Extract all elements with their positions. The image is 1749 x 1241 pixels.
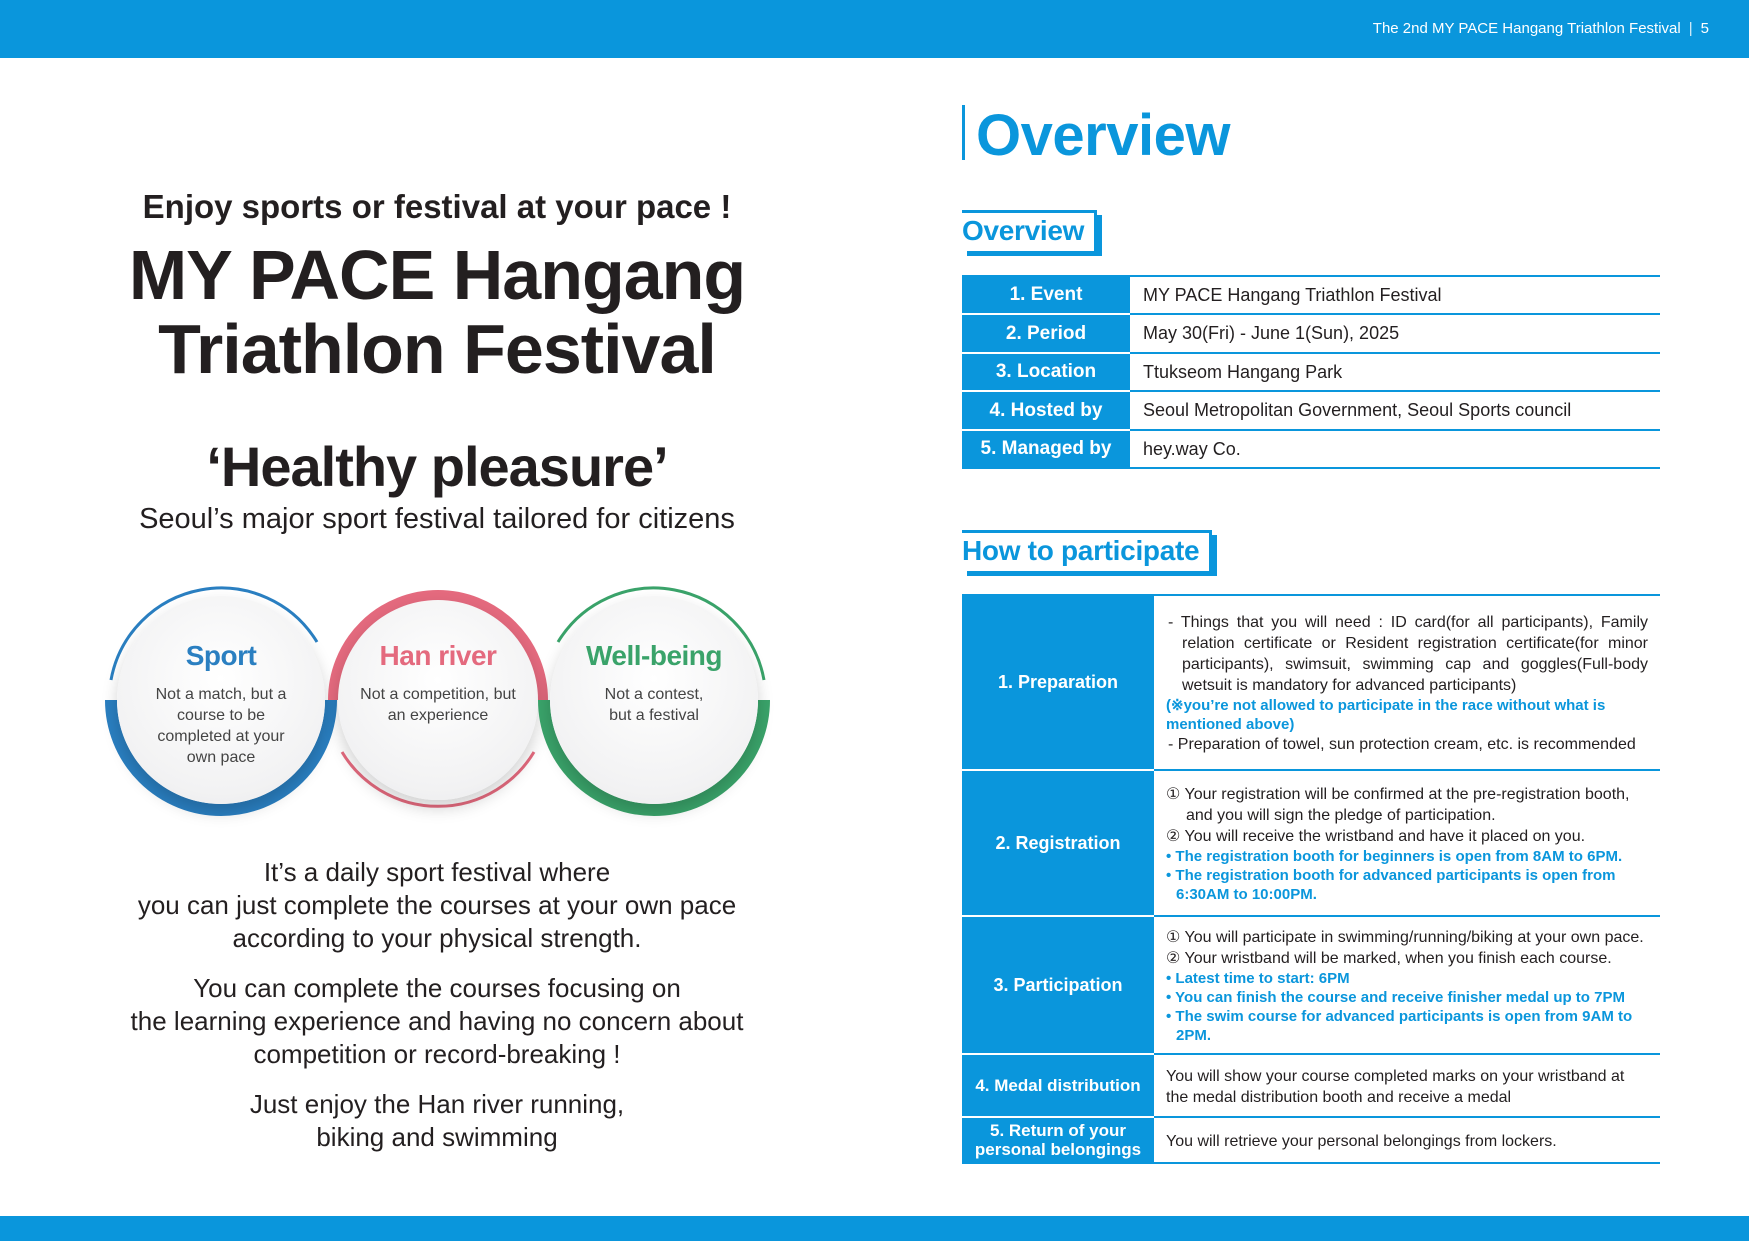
row-label: 4. Medal distribution bbox=[962, 1054, 1154, 1117]
registration-note-1: • The registration booth for beginners is open from 8AM to 6PM. bbox=[1166, 848, 1623, 865]
table-row bbox=[962, 314, 1660, 353]
table-row bbox=[962, 353, 1660, 391]
wellbeing-title: Well-being bbox=[585, 640, 723, 671]
participation-cell bbox=[1154, 916, 1660, 1054]
preparation-item-1: - Things that you will need : ID card(for all participants), Family relation certificate or Resident registration certificate(for minor participants), swimsuit, swimming cap and goggles(Full-body wetsuit is mandatory for advanced participants) bbox=[1168, 614, 1648, 694]
participation-note-3: • The swim course for advanced participants is open from 9AM to 2PM. bbox=[1166, 1008, 1633, 1044]
sport-circle bbox=[103, 582, 339, 818]
sport-title: Sport bbox=[185, 640, 257, 671]
belongings-label-line2: personal belongings bbox=[974, 1140, 1142, 1159]
row-label bbox=[962, 1117, 1154, 1163]
han-river-title: Han river bbox=[379, 640, 497, 671]
han-river-disc bbox=[338, 600, 538, 800]
registration-step-2: ② You will receive the wristband and have it placed on you. bbox=[1166, 828, 1586, 845]
main-title-line2: Triathlon Festival bbox=[158, 310, 716, 388]
row-value: Seoul Metropolitan Government, Seoul Sports council bbox=[1130, 391, 1660, 430]
header-separator: | bbox=[1688, 20, 1693, 37]
page-number: 5 bbox=[1700, 20, 1709, 37]
han-river-desc: Not a competition, but an experience bbox=[360, 686, 516, 724]
preparation-cell bbox=[1154, 595, 1660, 770]
participation-note-1: • Latest time to start: 6PM bbox=[1166, 970, 1350, 987]
right-page bbox=[874, 0, 1749, 1241]
row-label: 3. Location bbox=[962, 353, 1130, 391]
description bbox=[0, 856, 874, 1171]
slogan: ‘Healthy pleasure’ bbox=[206, 435, 668, 498]
participate-table bbox=[962, 594, 1660, 1164]
medal-text: You will show your course completed marks on your wristband at the medal distribution booth and receive a medal bbox=[1154, 1054, 1660, 1117]
row-value: hey.way Co. bbox=[1130, 430, 1660, 468]
tagline: Enjoy sports or festival at your pace ! bbox=[142, 188, 732, 225]
row-label: 1. Preparation bbox=[962, 595, 1154, 770]
row-value: May 30(Fri) - June 1(Sun), 2025 bbox=[1130, 314, 1660, 353]
belongings-text: You will retrieve your personal belongings from lockers. bbox=[1154, 1117, 1660, 1163]
participation-note-2: • You can finish the course and receive finisher medal up to 7PM bbox=[1166, 989, 1625, 1006]
belongings-label-line1: 5. Return of your bbox=[989, 1121, 1126, 1140]
preparation-note: (※you’re not allowed to participate in the race without what is mentioned above) bbox=[1166, 697, 1606, 733]
registration-cell bbox=[1154, 770, 1660, 916]
row-value: Ttukseom Hangang Park bbox=[1130, 353, 1660, 391]
sport-desc: Not a match, but a course to be completed at your own pace bbox=[155, 686, 287, 766]
table-row bbox=[962, 391, 1660, 430]
table-row bbox=[962, 916, 1660, 1054]
main-title-line1: MY PACE Hangang bbox=[128, 236, 746, 314]
table-row bbox=[962, 276, 1660, 314]
page-title bbox=[962, 102, 1230, 169]
table-row bbox=[962, 595, 1660, 770]
subslogan: Seoul’s major sport festival tailored for citizens bbox=[139, 503, 735, 535]
sport-disc bbox=[117, 596, 325, 804]
description-paragraph-1: It’s a daily sport festival where you can just complete the courses at your own pace according to your physical strength. bbox=[137, 857, 737, 953]
han-river-circle bbox=[320, 582, 556, 818]
left-page bbox=[0, 0, 874, 1241]
registration-step-1: ① Your registration will be confirmed at the pre-registration booth, and you will sign the pledge of participation. bbox=[1166, 786, 1630, 824]
table-row bbox=[962, 770, 1660, 916]
wellbeing-disc bbox=[550, 596, 758, 804]
wellbeing-circle bbox=[536, 582, 772, 818]
registration-note-2: • The registration booth for advanced participants is open from 6:30AM to 10:00PM. bbox=[1166, 867, 1616, 903]
header-title: The 2nd MY PACE Hangang Triathlon Festival bbox=[1372, 20, 1681, 37]
row-label: 2. Registration bbox=[962, 770, 1154, 916]
page-title-text: Overview bbox=[976, 103, 1230, 168]
row-label: 2. Period bbox=[962, 314, 1130, 353]
row-label: 3. Participation bbox=[962, 916, 1154, 1054]
row-label: 5. Managed by bbox=[962, 430, 1130, 468]
table-row bbox=[962, 1117, 1660, 1163]
row-label: 1. Event bbox=[962, 276, 1130, 314]
wellbeing-desc: Not a contest, but a festival bbox=[604, 686, 704, 724]
description-paragraph-2: You can complete the courses focusing on the learning experience and having no concern about competition or record-breaking ! bbox=[130, 973, 744, 1069]
footer-bar bbox=[0, 1216, 1749, 1241]
row-value: MY PACE Hangang Triathlon Festival bbox=[1130, 276, 1660, 314]
row-label: 4. Hosted by bbox=[962, 391, 1130, 430]
table-row bbox=[962, 1054, 1660, 1117]
table-row bbox=[962, 430, 1660, 468]
overview-heading: Overview bbox=[962, 210, 1097, 251]
overview-table bbox=[962, 275, 1660, 469]
participation-step-2: ② Your wristband will be marked, when you finish each course. bbox=[1166, 950, 1612, 967]
participate-heading: How to participate bbox=[962, 530, 1212, 571]
preparation-item-2: - Preparation of towel, sun protection cream, etc. is recommended bbox=[1168, 736, 1636, 753]
participation-step-1: ① You will participate in swimming/running/biking at your own pace. bbox=[1166, 929, 1644, 946]
description-paragraph-3: Just enjoy the Han river running, biking and swimming bbox=[249, 1089, 625, 1152]
